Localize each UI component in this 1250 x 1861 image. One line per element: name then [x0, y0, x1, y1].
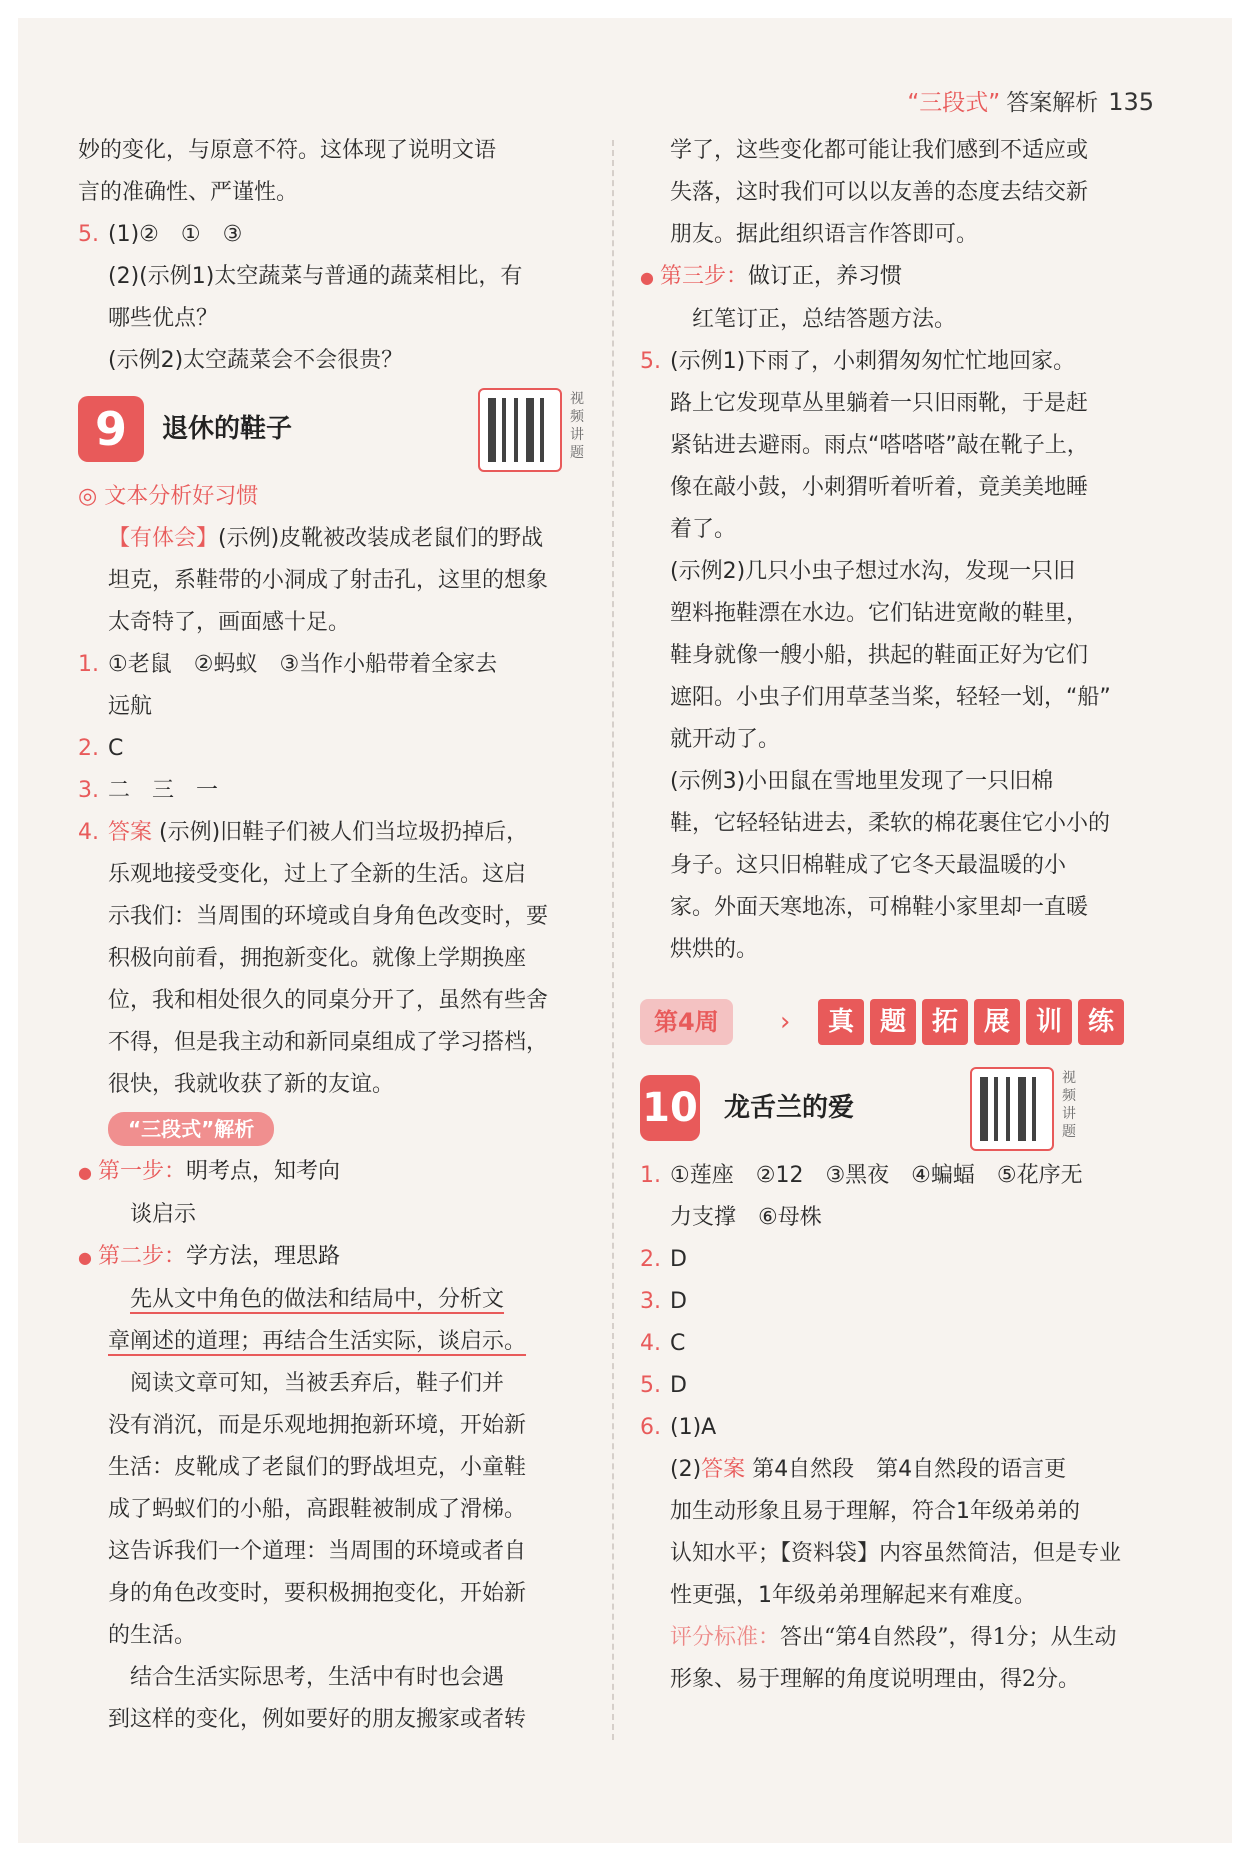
- score-line: [640, 1617, 1160, 1659]
- question-number: 6.: [640, 1415, 661, 1440]
- title-char: 拓: [922, 999, 968, 1045]
- arrow-icon: ●: [78, 1248, 92, 1267]
- qr-code-icon[interactable]: [970, 1067, 1054, 1151]
- title-char: 真: [818, 999, 864, 1045]
- answer-text: (示例1)下雨了，小刺猬匆匆忙忙地回家。: [670, 349, 1076, 374]
- text-line: 加生动形象且易于理解，符合1年级弟弟的: [670, 1499, 1080, 1524]
- text-line: 示我们：当周围的环境或自身角色改变时，要: [108, 904, 549, 929]
- qr-code-icon[interactable]: [478, 388, 562, 472]
- text-line: 乐观地接受变化，过上了全新的生活。这启: [108, 862, 527, 887]
- text-line: 力支撑 ⑥母株: [670, 1205, 822, 1230]
- chevron-right-icon: ›: [780, 1007, 791, 1037]
- section-heading: ◎ 文本分析好习惯: [78, 484, 259, 509]
- question-number: 1.: [78, 652, 99, 677]
- question-2: [640, 1239, 1160, 1281]
- column-divider: [612, 140, 614, 1740]
- text-line: (示例3)小田鼠在雪地里发现了一只旧棉: [670, 769, 1054, 794]
- arrow-icon: ●: [78, 1163, 92, 1182]
- header-title: 答案解析: [1006, 90, 1099, 116]
- text-line: 哪些优点？: [108, 306, 219, 331]
- question-1: [78, 644, 588, 686]
- text-line: 不得，但是我主动和新同桌组成了学习搭档，: [108, 1030, 549, 1055]
- text-span: (示例)皮靴被改装成老鼠们的野战: [218, 526, 544, 551]
- q6-answer-line: [640, 1449, 1160, 1491]
- text-line: 失落，这时我们可以以友善的态度去结交新: [670, 180, 1089, 205]
- answer-text: C: [670, 1331, 686, 1356]
- underlined-line: 章阐述的道理；再结合生活实际，谈启示。: [108, 1329, 527, 1354]
- answer-text: 二 三 一: [108, 778, 219, 803]
- underlined-line: 先从文中角色的做法和结局中，分析文: [130, 1287, 505, 1312]
- answer-text: C: [108, 736, 124, 761]
- question-6: [640, 1407, 1160, 1449]
- week-label: 第4周: [640, 999, 733, 1045]
- text-span: (2): [670, 1457, 702, 1482]
- lesson-number-badge: 10: [640, 1075, 700, 1141]
- question-number: 5.: [78, 222, 99, 247]
- answer-tag: 答案: [701, 1457, 746, 1482]
- title-char: 展: [974, 999, 1020, 1045]
- text-line: 的生活。: [108, 1623, 197, 1648]
- text-line: 没有消沉，而是乐观地拥抱新环境，开始新: [108, 1413, 527, 1438]
- title-char: 题: [870, 999, 916, 1045]
- question-5: [78, 214, 588, 256]
- question-number: 2.: [78, 736, 99, 761]
- step-title: 做订正，养习惯: [747, 264, 902, 289]
- question-4: [78, 812, 588, 854]
- qr-label: 视频讲题: [570, 391, 584, 461]
- question-number: 4.: [640, 1331, 661, 1356]
- step-name: 第一步：: [97, 1159, 186, 1184]
- text-line: 这告诉我们一个道理：当周围的环境或者自: [108, 1539, 527, 1564]
- text-line: 着了。: [670, 517, 737, 542]
- text-line: 身子。这只旧棉鞋成了它冬天最温暖的小: [670, 853, 1067, 878]
- text-line: 身的角色改变时，要积极拥抱变化，开始新: [108, 1581, 527, 1606]
- text-line: 烘烘的。: [670, 937, 759, 962]
- text-line: 学了，这些变化都可能让我们感到不适应或: [670, 138, 1089, 163]
- right-column: [640, 130, 1160, 1701]
- question-number: 5.: [640, 1373, 661, 1398]
- text-line: 到这样的变化，例如要好的朋友搬家或者转: [108, 1707, 527, 1732]
- question-2: [78, 728, 588, 770]
- left-column: [78, 130, 588, 1741]
- text-line: 认知水平；【资料袋】内容虽然简洁，但是专业: [670, 1541, 1122, 1566]
- lesson-title: 退休的鞋子: [162, 414, 293, 444]
- week-title: [818, 999, 1130, 1045]
- question-number: 4.: [78, 820, 99, 845]
- text-line: 塑料拖鞋漂在水边。它们钻进宽敞的鞋里，: [670, 601, 1089, 626]
- arrow-icon: ●: [640, 268, 654, 287]
- question-3: [78, 770, 588, 812]
- qr-label: 视频讲题: [1062, 1070, 1076, 1140]
- text-line: 坦克，系鞋带的小洞成了射击孔，这里的想象: [108, 568, 549, 593]
- text-line: (2)(示例1)太空蔬菜与普通的蔬菜相比，有: [108, 264, 523, 289]
- step-1: [78, 1151, 588, 1194]
- title-char: 训: [1026, 999, 1072, 1045]
- analysis-pill: “三段式”解析: [108, 1112, 274, 1146]
- question-4: [640, 1323, 1160, 1365]
- answer-text: ①老鼠 ②蚂蚁 ③当作小船带着全家去: [108, 652, 498, 677]
- answer-text: (示例)旧鞋子们被人们当垃圾扔掉后，: [159, 820, 529, 845]
- text-line: 谈启示: [130, 1202, 197, 1227]
- question-1: [640, 1155, 1160, 1197]
- question-number: 3.: [78, 778, 99, 803]
- text-span: 答出“第4自然段”，得1分；从生动: [780, 1625, 1117, 1650]
- text-line: 红笔订正，总结答题方法。: [692, 307, 957, 332]
- youtihui-tag: 【有体会】: [108, 526, 219, 551]
- text-line: 路上它发现草丛里躺着一只旧雨靴，于是赶: [670, 391, 1089, 416]
- text-line: 积极向前看，拥抱新变化。就像上学期换座: [108, 946, 527, 971]
- text-line: 很快，我就收获了新的友谊。: [108, 1072, 395, 1097]
- text-line: (示例2)几只小虫子想过水沟，发现一只旧: [670, 559, 1076, 584]
- question-5b: [640, 1365, 1160, 1407]
- page-header: [907, 84, 1154, 117]
- title-char: 练: [1078, 999, 1124, 1045]
- step-2: [78, 1236, 588, 1279]
- text-line: 像在敲小鼓，小刺猬听着听着，竟美美地睡: [670, 475, 1089, 500]
- text-line: 成了蚂蚁们的小船，高跟鞋被制成了滑梯。: [108, 1497, 527, 1522]
- lesson-10-heading: [640, 1067, 1160, 1151]
- question-number: 5.: [640, 349, 661, 374]
- lesson-number-badge: 9: [78, 396, 144, 462]
- text-line: 太奇特了，画面感十足。: [108, 610, 351, 635]
- youtihui-line: [78, 518, 588, 560]
- step-name: 第二步：: [97, 1244, 186, 1269]
- text-line: 结合生活实际思考，生活中有时也会遇: [130, 1665, 505, 1690]
- question-number: 3.: [640, 1289, 661, 1314]
- lesson-9-heading: [78, 388, 588, 472]
- text-line: 生活：皮靴成了老鼠们的野战坦克，小童鞋: [108, 1455, 527, 1480]
- header-tag: “三段式”: [907, 90, 1001, 116]
- text-span: 第4自然段 第4自然段的语言更: [752, 1457, 1067, 1482]
- step-3: [640, 256, 1160, 299]
- text-line: 性更强，1年级弟弟理解起来有难度。: [670, 1583, 1036, 1608]
- step-title: 学方法，理思路: [185, 1244, 340, 1269]
- text-line: 位，我和相处很久的同桌分开了，虽然有些舍: [108, 988, 549, 1013]
- question-number: 2.: [640, 1247, 661, 1272]
- answer-text: D: [670, 1373, 687, 1398]
- step-title: 明考点，知考向: [185, 1159, 340, 1184]
- text-line: 鞋身就像一艘小船，拱起的鞋面正好为它们: [670, 643, 1089, 668]
- lesson-title: 龙舌兰的爱: [724, 1093, 855, 1123]
- text-line: 遮阳。小虫子们用草茎当桨，轻轻一划，“船”: [670, 685, 1111, 710]
- text-line: 言的准确性、严谨性。: [78, 180, 299, 205]
- answer-tag: 答案: [108, 820, 153, 845]
- text-line: 妙的变化，与原意不符。这体现了说明文语: [78, 138, 497, 163]
- text-line: 家。外面天寒地冻，可棉鞋小家里却一直暖: [670, 895, 1089, 920]
- question-5: [640, 341, 1160, 383]
- text-line: 远航: [108, 694, 153, 719]
- answer-text: D: [670, 1289, 687, 1314]
- question-3: [640, 1281, 1160, 1323]
- text-line: 就开动了。: [670, 727, 781, 752]
- text-line: 紧钻进去避雨。雨点“嗒嗒嗒”敲在靴子上，: [670, 433, 1089, 458]
- text-line: 形象、易于理解的角度说明理由，得2分。: [670, 1667, 1080, 1692]
- score-tag: 评分标准：: [670, 1625, 781, 1650]
- page-number: 135: [1108, 88, 1154, 116]
- text-line: (示例2)太空蔬菜会不会很贵？: [108, 348, 404, 373]
- question-number: 1.: [640, 1163, 661, 1188]
- answer-text: ①莲座 ②12 ③黑夜 ④蝙蝠 ⑤花序无: [670, 1163, 1083, 1188]
- text-line: 阅读文章可知，当被丢弃后，鞋子们并: [130, 1371, 505, 1396]
- answer-text: (1)② ① ③: [108, 222, 243, 247]
- answer-text: (1)A: [670, 1415, 717, 1440]
- answer-text: D: [670, 1247, 687, 1272]
- text-line: 朋友。据此组织语言作答即可。: [670, 222, 979, 247]
- week-banner: [640, 987, 1160, 1057]
- step-name: 第三步：: [659, 264, 748, 289]
- text-line: 鞋，它轻轻钻进去，柔软的棉花裹住它小小的: [670, 811, 1111, 836]
